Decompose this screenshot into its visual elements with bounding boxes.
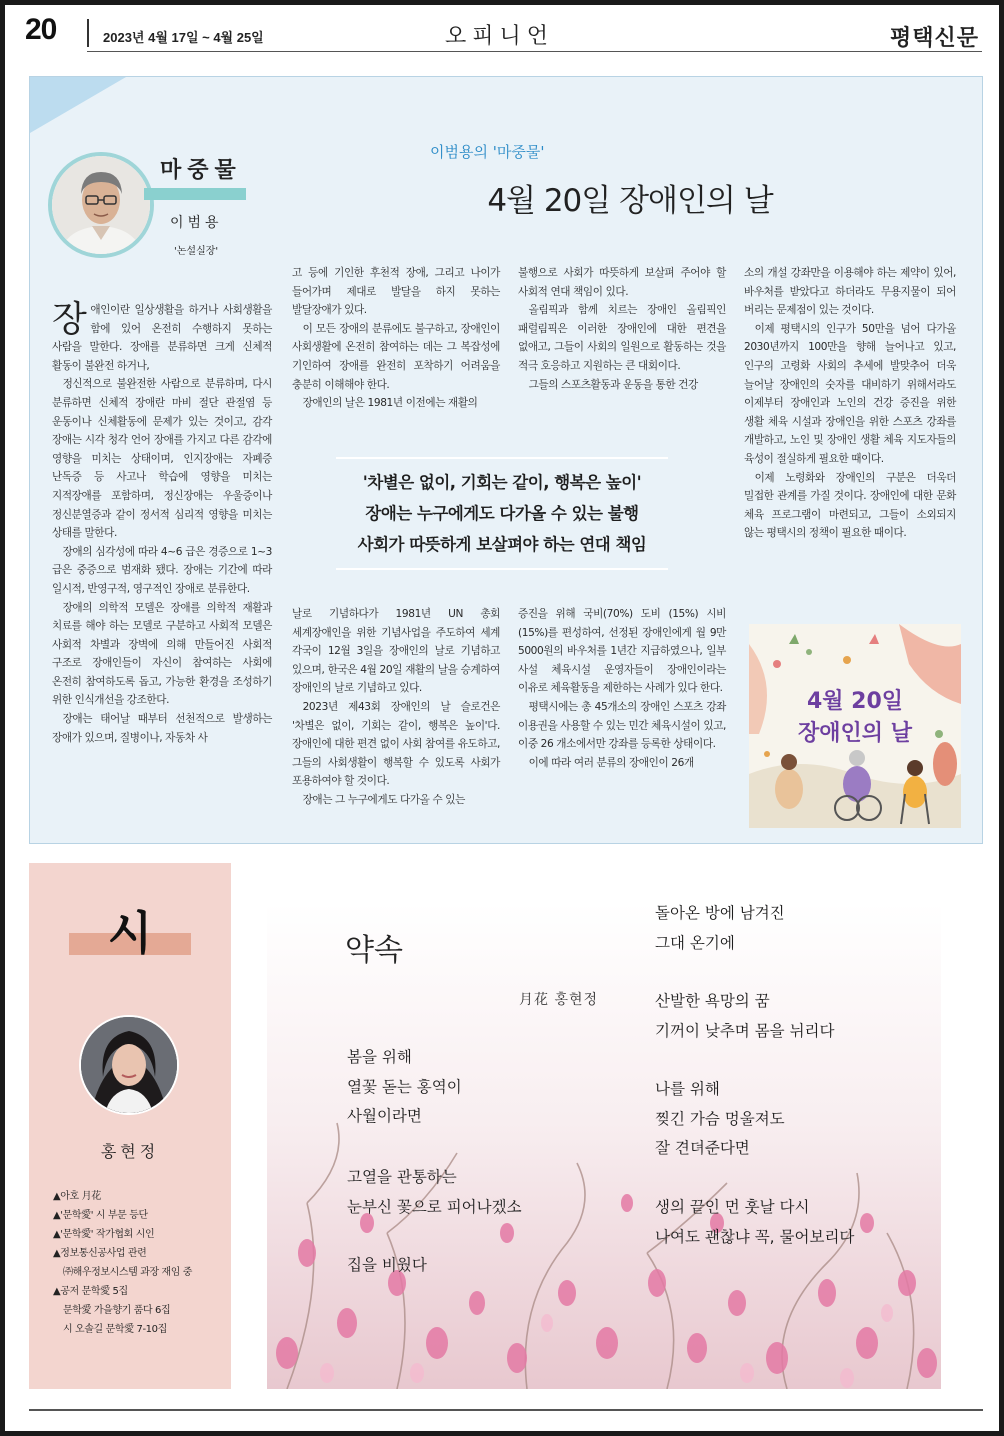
bio-item: ▲'문학愛' 시 부문 등단 [53,1210,148,1221]
poem-sidebar [29,863,231,1389]
paragraph: 소의 개설 강좌만을 이용해야 하는 제약이 있어, 바우처를 받았다고 하더라도 무용지물이 되어 버리는 문제점이 있는 것이다. [744,267,956,317]
page-number: 20 [25,13,57,46]
poster-title: 장애인의 날 [798,721,912,746]
bio-item: 문학愛 가을향기 품다 6집 [63,1305,171,1316]
bio-item: ▲'문학愛' 작가협회 시인 [53,1229,155,1240]
paragraph: 장애의 심각성에 따라 4~6 급은 경증으로 1~3 급은 중증으로 범재화 됐다. 장애는 기간에 따라 일시적, 반영구적, 영구적인 장애로 분류한다. [52,545,272,595]
paragraph: 정신적으로 불완전한 사람으로 분류하며, 다시 분류하면 신체적 장애란 마비 절단 관절염 등 운동이나 신체활동에 문제가 있는 것이고, 감각 장애는 시각 청각 언어 장애를 가지고 다른 감각에 영향을 미치는 상태이며, 인지장애는 자폐증 난독증 등 사고나 학습에 영향을 미치는 지적장애를 포함하며, 정신장애는 우울증이나 정신분열증과 같이 정서적 심리적 영향을 미치는 상태를 말한다. [52,378,272,540]
column-kicker: 이범용의 '마중물' [430,143,545,161]
author-portrait [48,152,154,258]
poem-stanza [347,1043,462,1132]
poem-stanza [655,899,785,958]
opinion-column [29,76,983,844]
bio-item: 시 오솔길 문학愛 7-10집 [63,1324,167,1335]
pull-quote-line: 사회가 따뜻하게 보살펴야 하는 연대 책임 [357,535,647,554]
column-title-block [154,153,256,257]
paragraph: 장애의 의학적 모델은 장애를 의학적 재활과 치료를 해야 하는 모델로 구분하고 사회적 모델은 사회적 차별과 장벽에 의해 만들어진 사회적 구조로 장애인들이 자신이 참여하는 사회에 온전히 참여하도록 돕고, 가능한 환경을 조성하기 위한 인식개선을 강조한다. [52,601,272,707]
poem-line: 봄을 위해 [347,1048,412,1066]
pull-quote [312,457,692,570]
paragraph: 그들의 스포츠활동과 운동을 통한 건강 [528,378,698,391]
article-col-3-top [518,264,726,394]
article-col-2-top [292,264,500,413]
paragraph: 고 등에 기인한 후천적 장애, 그리고 나이가 들어가며 제대로 발달을 하지 못하는 발달장애가 있다. [292,267,500,317]
newspaper-logo: 평택신문 [889,25,979,51]
paragraph: 평택시에는 총 45개소의 장애인 스포츠 강좌 이용권을 사용할 수 있는 민간 체육시설이 있고, 이중 26 개소에서만 강좌를 등록한 상태이다. [518,700,726,751]
bio-item: ▲공저 문학愛 5집 [53,1286,128,1297]
page-header [5,5,999,55]
poet-name: 홍현정 [100,1142,160,1161]
column-name-bar [144,188,246,200]
drop-cap: 장 [52,299,87,340]
paragraph: 날로 기념하다가 1981년 UN 총회 세계장애인을 위한 기념사업을 주도하여 세계 각국이 12월 3일을 장애인의 날로 기념하고 있으며, 한국은 4월 20일 재활의 날을 승계하여 장애인의 날로 기념하고 있다. [292,608,500,695]
article-col-4 [744,264,956,543]
pull-quote-line: 장애는 누구에게도 다가올 수 있는 불행 [365,504,639,523]
headline: 4월 20일 장애인의 날 [487,183,773,219]
pull-quote-line: '차별은 없이, 기회는 같이, 행복은 높이' [362,473,642,492]
pull-quote-rule-bottom [336,568,668,570]
poem-section-label: 시 [107,906,153,960]
poem-area [267,863,983,1389]
poem-title: 약속 [345,933,403,968]
paragraph: 이에 따라 여러 분류의 장애인이 26개 [528,756,694,769]
paragraph: 이제 노령화와 장애인의 구분은 더욱더 밀접한 관계를 가질 것이다. 장애인에 대한 문화 체육 프로그램이 마련되고, 그들이 소외되지 않는 평택시의 정책이 필요한 때이다. [744,471,956,540]
poem-line: 잘 견뎌준다면 [655,1139,750,1157]
poem-line: 산발한 욕망의 꿈 [655,992,770,1010]
corner-decoration [30,77,126,133]
paragraph: 이제 평택시의 인구가 50만을 넘어 다가올 2030년까지 100만을 향해 늘어나고 있고, 인구의 고령화 사회의 추세에 발맞추어 더욱 늘어날 장애인의 숫자를 대비하기 위해서라도 이제부터 장애인과 노인의 건강 증진을 위한 생활 체육 시설과 장애인을 위한 스포츠 강좌를 개발하고, 노인 및 장애인 생활 체육 지도자들의 육성이 절실하게 필요한 때이다. [744,322,956,465]
author-name: 이범용 [170,215,223,231]
poem-line: 고열을 관통하는 [347,1168,457,1186]
poem-line: 찢긴 가슴 멍울져도 [655,1109,785,1128]
poem-line: 열꽃 돋는 홍역이 [347,1077,462,1096]
paragraph: 장애는 그 누구에게도 다가올 수 있는 [302,793,465,806]
bio-item: ▲아호 月花 [53,1191,101,1202]
paragraph: 불행으로 사회가 따뜻하게 보살펴 주어야 할 사회적 연대 책임이 있다. [518,267,726,298]
issue-date: 2023년 4월 17일 ~ 4월 25일 [103,30,264,45]
poem-line: 사월이라면 [347,1107,422,1125]
paragraph: 이 모든 장애의 분류에도 불구하고, 장애인이 사회생활에 온전히 참여하는 데는 그 복잡성에 기인하여 장애를 완전히 포착하기 어려움을 충분히 이해해야 한다. [292,322,500,391]
bio-item: ㈜해우정보시스템 과장 재임 중 [63,1267,193,1278]
section-title: 오피니언 [445,24,555,49]
bio-item: ▲정보통신공사업 관련 [53,1248,147,1259]
poem-line: 나를 위해 [655,1080,720,1098]
paragraph: 올림픽과 함께 치르는 장애인 올림픽인 패럴림픽은 이러한 장애인에 대한 편견을 없애고, 그들이 사회의 일원으로 활동하는 것을 적극 호응하고 지원하는 큰 대회이다. [518,304,726,372]
magnolia-background [267,903,941,1389]
poem-line: 생의 끝인 먼 훗날 다시 [655,1198,810,1216]
poem-line: 집을 비웠다 [347,1256,427,1274]
poem-stanza [655,1075,785,1164]
column-name: 마중물 [160,157,242,183]
poem-line: 기꺼이 낮추며 몸을 뉘리다 [655,1021,835,1040]
poem-line: 돌아온 방에 남겨진 [655,904,785,922]
paragraph: 장애인의 날은 1981년 이전에는 재활의 [302,397,478,410]
footer-rule [29,1409,983,1411]
poem-author: 月花 홍현정 [519,992,599,1008]
disability-day-poster [749,624,961,828]
author-role: '논설실장' [174,246,219,257]
poem-stanza [655,1193,854,1252]
poster-date: 4월 20일 [806,689,904,714]
article-col-3-bottom [518,605,726,772]
paragraph: 증진을 위해 국비(70%) 도비 (15%) 시비 (15%)를 편성하여, 선정된 장애인에게 월 9만 5000원의 바우처를 1년간 지급하였으나, 일부 사설 체육시설 운영자들이 장애인이라는 이유로 체육활동을 제한하는 사례가 있다 한다. [518,608,726,695]
poem-stanza [655,987,835,1046]
article-col-1 [52,301,272,747]
newspaper-page [5,5,999,1431]
article-col-2-bottom [292,605,500,810]
paragraph: 장애인이란 일상생활을 하거나 사회생활을 함에 있어 온전히 수행하지 못하는 사람을 말한다. 장애를 분류하면 크게 신체적 활동이 불완전 하거나, [52,299,272,372]
poem-stanza [347,1163,522,1222]
poet-bio [53,1187,229,1339]
paragraph: 2023년 제43회 장애인의 날 슬로건은 '차별은 없이, 기회는 같이, 행복은 높이'다. 장애인에 대한 편견 없이 사회 참여를 유도하고, 그들의 사회생활이 행복할 수 있도록 사회가 포용하여야 할 것이다. [292,700,500,788]
header-divider [87,19,89,47]
poem-line: 눈부신 꽃으로 피어나겠소 [347,1197,522,1216]
header-rule [87,51,982,52]
poem-line: 나여도 괜찮냐 꼭, 물어보리다 [655,1227,855,1246]
poet-portrait [79,1015,179,1115]
poem-line: 그대 온기에 [655,933,735,952]
paragraph: 장애는 태어날 때부터 선천적으로 발생하는 장애가 있으며, 질병이나, 자동차 사 [52,713,272,744]
poem-stanza [347,1251,427,1281]
